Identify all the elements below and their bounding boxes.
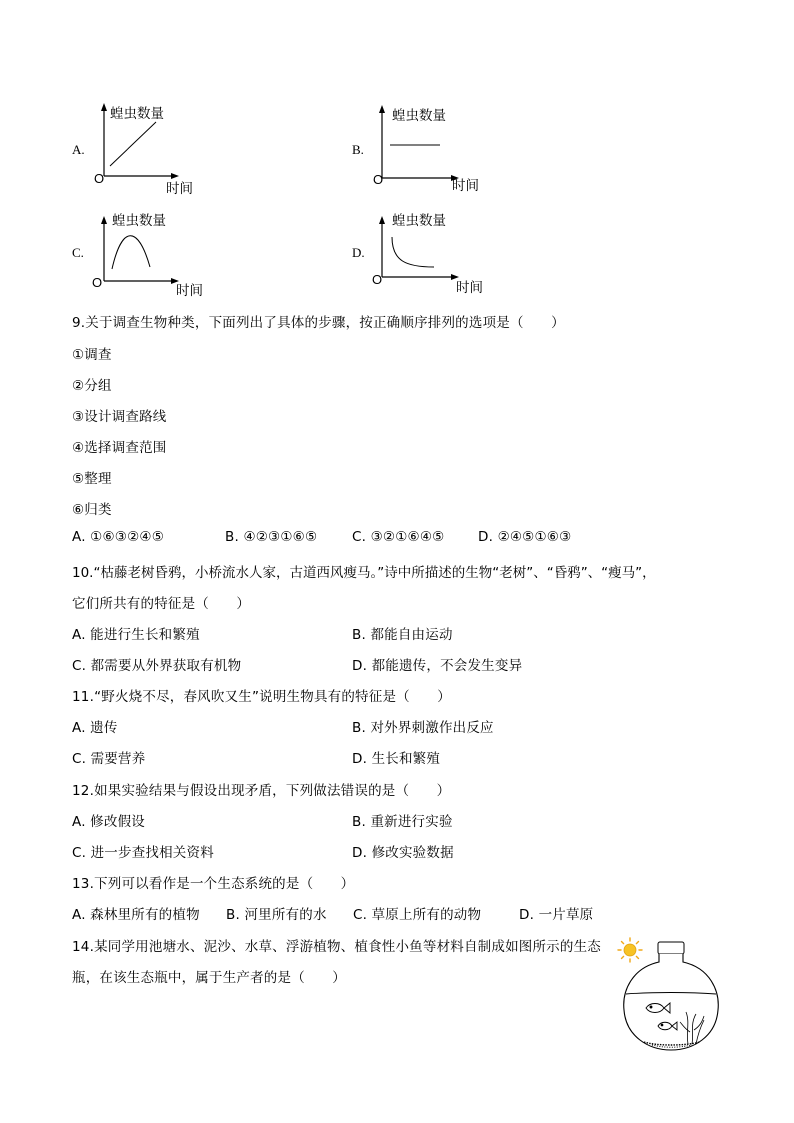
answer-option: C. 需要营养: [72, 751, 146, 767]
x-axis-label: 时间: [456, 280, 483, 296]
question-stem: 10.“枯藤老树昏鸦，小桥流水人家，古道西风瘦马。”诗中所描述的生物“老树”、“昏鸦”、“瘦马”，: [72, 565, 656, 581]
y-axis-label: 蝗虫数量: [392, 108, 446, 124]
y-axis-label: 蝗虫数量: [112, 213, 166, 229]
answer-option: C. 进一步查找相关资料: [72, 845, 214, 861]
y-axis-label: 蝗虫数量: [392, 213, 446, 229]
step-item: ④选择调查范围: [72, 440, 167, 456]
option-letter: A.: [72, 142, 85, 157]
option-letter: B.: [352, 142, 364, 157]
answer-option: A. 遗传: [72, 720, 118, 736]
question-stem: 11.“野火烧不尽，春风吹又生”说明生物具有的特征是（ ）: [72, 689, 451, 705]
answer-option: A. 修改假设: [72, 814, 145, 830]
q8-option-b: [350, 100, 500, 195]
step-item: ②分组: [72, 378, 112, 394]
answer-option: C. ③②①⑥④⑤: [352, 529, 445, 545]
answer-option: A. 能进行生长和繁殖: [72, 627, 200, 643]
origin-label: O: [92, 275, 103, 290]
answer-option: D. 一片草原: [519, 907, 594, 923]
question-stem: 14.某同学用池塘水、泥沙、水草、浮游植物、植食性小鱼等材料自制成如图所示的生态: [72, 939, 601, 955]
q8-option-a: [70, 100, 210, 195]
graph-curve: [110, 122, 156, 166]
origin-label: O: [372, 272, 383, 287]
option-letter: C.: [72, 245, 84, 260]
eco-bottle-figure: [612, 936, 722, 1056]
q8-option-d: [350, 205, 500, 300]
answer-option: B. 对外界刺激作出反应: [352, 720, 494, 736]
answer-option: A. 森林里所有的植物: [72, 907, 200, 923]
x-axis-label: 时间: [166, 181, 193, 197]
step-item: ⑥归类: [72, 502, 112, 518]
step-item: ③设计调查路线: [72, 409, 167, 425]
origin-label: O: [94, 171, 105, 186]
sun-icon: [618, 938, 642, 962]
y-axis-label: 蝗虫数量: [110, 106, 164, 122]
origin-label: O: [373, 172, 384, 187]
answer-option: D. 生长和繁殖: [352, 751, 441, 767]
question-stem: 12.如果实验结果与假设出现矛盾，下列做法错误的是（ ）: [72, 783, 451, 799]
answer-option: B. 都能自由运动: [352, 627, 453, 643]
option-letter: D.: [352, 245, 365, 260]
graph-curve: [112, 236, 150, 269]
answer-option: C. 草原上所有的动物: [353, 907, 482, 923]
step-item: ①调查: [72, 347, 112, 363]
answer-option: D. 修改实验数据: [352, 845, 454, 861]
question-stem: 13.下列可以看作是一个生态系统的是（ ）: [72, 876, 355, 892]
answer-option: C. 都需要从外界获取有机物: [72, 658, 242, 674]
answer-option: A. ①⑥③②④⑤: [72, 529, 164, 545]
answer-option: D. ②④⑤①⑥③: [478, 529, 572, 545]
answer-option: B. ④②③①⑥⑤: [225, 529, 318, 545]
answer-option: B. 河里所有的水: [226, 907, 327, 923]
q8-option-c: [70, 205, 220, 300]
question-stem-continued: 瓶，在该生态瓶中，属于生产者的是（ ）: [72, 970, 346, 986]
x-axis-label: 时间: [452, 178, 479, 194]
question-stem-continued: 它们所共有的特征是（ ）: [72, 596, 251, 612]
answer-option: B. 重新进行实验: [352, 814, 453, 830]
bottle-body: [624, 954, 718, 1050]
bottle-cap: [658, 942, 684, 954]
graph-curve: [392, 237, 434, 267]
question-stem: 9.关于调查生物种类，下面列出了具体的步骤，按正确顺序排列的选项是（ ）: [72, 315, 565, 331]
x-axis-label: 时间: [176, 283, 203, 299]
answer-option: D. 都能遗传，不会发生变异: [352, 658, 523, 674]
step-item: ⑤整理: [72, 471, 112, 487]
